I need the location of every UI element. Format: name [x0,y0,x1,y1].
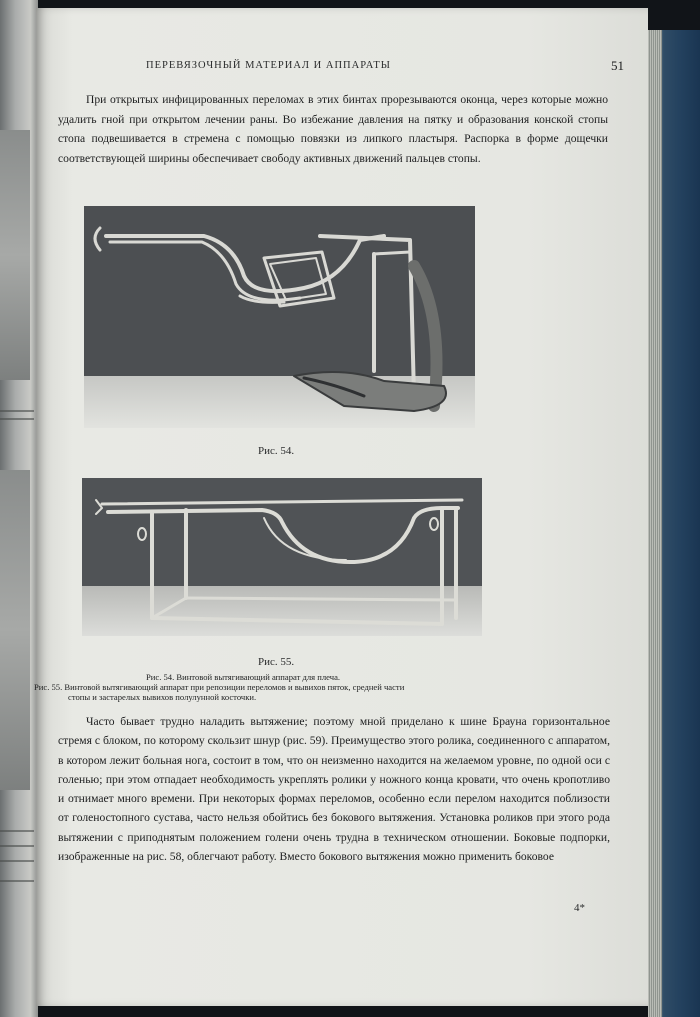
legend-line-55-continued: стопы и застарелых вывихов полулунной косточки. [68,692,257,702]
signature-mark: 4* [574,902,585,914]
header-title: ПЕРЕВЯЗОЧНЫЙ МАТЕРИАЛ И АППАРАТЫ [146,60,391,71]
paragraph-2: Часто бывает трудно наладить вытяжение; поэтому мной приделано к шине Брауна горизонтальное стремя с блоком, по которому скользит шнур (рис. 59). Преимущество этого ролика, соединенного с аппаратом, в котором лежит больная нога, состоит в том, что он неизменно находится на желаемом уровне, по одной оси с голенью; при этом отпадает необходимость укреплять ролики у ножного конца кровати, что очень кропотливо и отнимает много времени. При некоторых формах переломов, особенно если перелом находится поблизости от голеностопного сустава, часто нельзя обойтись без бокового вытяжения. Установка роликов при этого рода вытяжении с приподнятым положением голени очень трудна в техническом отношении. Боковые подпорки, изображенные на рис. 58, облегчают работу. Вместо бокового вытяжения можно применить боковое [58,715,610,864]
paragraph-1: При открытых инфицированных переломах в этих бинтах прорезываются оконца, через которые можно удалить гной при открытом лечении раны. Во избежание давления на пятку и образования конской стопы стопа подвешивается в стремена с помощью повязки из липкого пластыря. Распорка в форме дощечки соответствующей ширины обеспечивает свободу активных движений пальцев стопы. [58,93,608,165]
figure-54-caption: Рис. 54. [258,445,295,457]
figure-55-photo [82,478,482,636]
running-header [112,58,632,76]
adjacent-page-figure [0,470,30,790]
legend-line-55: Рис. 55. Винтовой вытягивающий аппарат при репозиции переломов и вывихов пяток, средней части [34,682,405,692]
book-spine [648,30,700,1017]
page-number: 51 [611,58,624,73]
legend-line-54: Рис. 54. Винтовой вытягивающий аппарат для плеча. [146,672,341,682]
figure-legend [34,672,632,702]
adjacent-page-figure [0,130,30,380]
adjacent-page-edge [0,0,38,1017]
figure-55-caption: Рис. 55. [258,656,295,668]
figure-54-photo [84,206,475,428]
